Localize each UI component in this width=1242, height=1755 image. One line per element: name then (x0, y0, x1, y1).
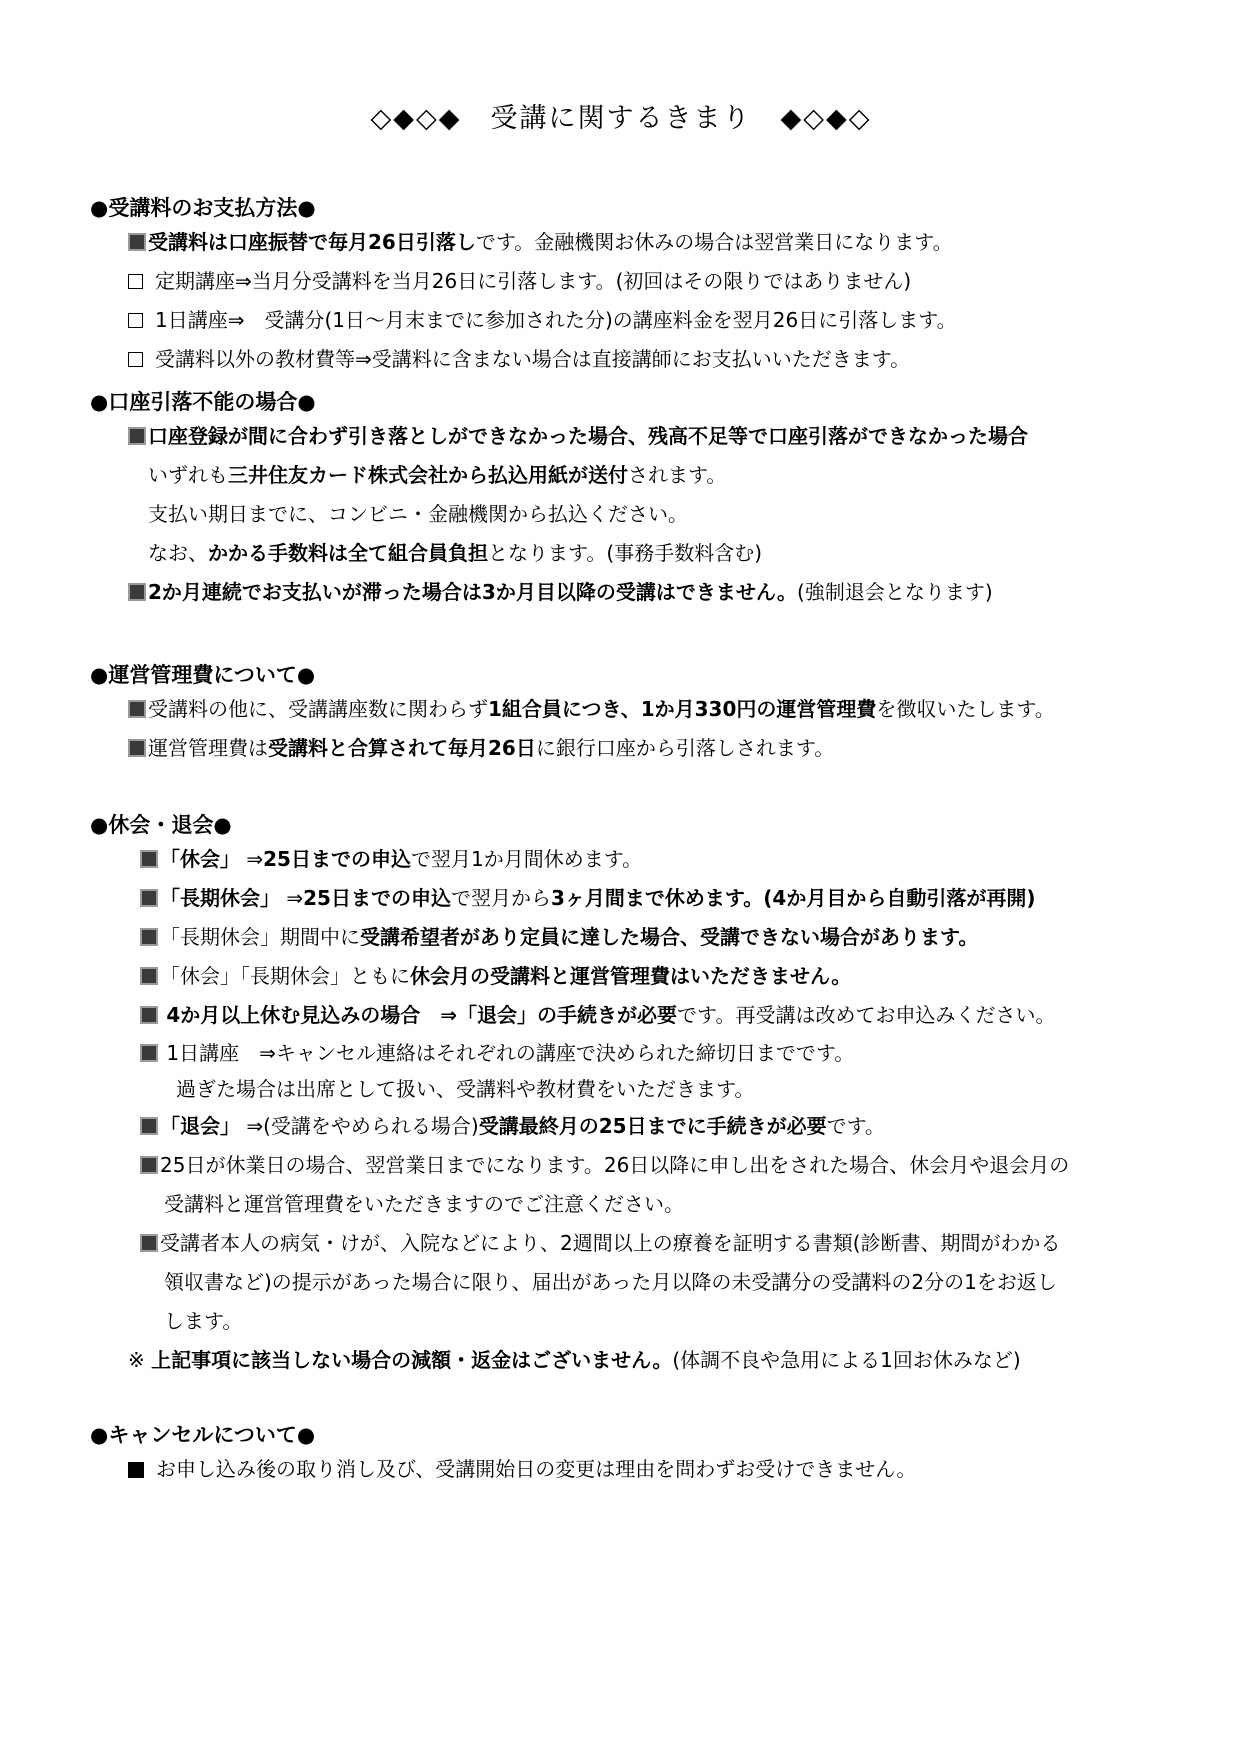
rule-item: 「休会」 ⇒25日までの申込で翌月1か月間休めます。 (90, 840, 1170, 879)
rule-item: 「休会」「長期休会」ともに休会月の受講料と運営管理費はいただきません。 (90, 957, 1170, 996)
square-bullet-icon (140, 1156, 158, 1174)
rule-item: 定期講座⇒当月分受講料を当月26日に引落します。(初回はその限りではありません) (90, 262, 1170, 301)
rule-item: 1日講座 ⇒キャンセル連絡はそれぞれの講座で決められた締切日までです。 (90, 1035, 1170, 1071)
rule-item: なお、かかる手数料は全て組合員負担となります。(事務手数料含む) (148, 541, 763, 565)
square-bullet-icon (128, 233, 146, 251)
square-bullet-icon (140, 850, 158, 868)
square-bullet-icon (140, 1044, 158, 1062)
square-bullet-icon (128, 427, 146, 445)
page-title: ◇◆◇◆ 受講に関するきまり ◆◇◆◇ (370, 103, 872, 134)
section-heading: ●休会・退会● (90, 813, 232, 837)
rule-item: 口座登録が間に合わず引き落としができなかった場合、残高不足等で口座引落ができなかった場合 (90, 417, 1170, 456)
square-bullet-icon (128, 739, 146, 757)
section-heading: ●キャンセルについて● (90, 1423, 316, 1447)
rule-item: 4か月以上休む見込みの場合 ⇒「退会」の手続きが必要です。再受講は改めてお申込みください。 (90, 996, 1170, 1035)
square-bullet-icon (140, 1006, 158, 1024)
square-bullet-icon (128, 583, 146, 601)
rule-item: 1日講座⇒ 受講分(1日～月末までに参加された分)の講座料金を翌月26日に引落します。 (90, 301, 1170, 340)
section-heading: ●運営管理費について● (90, 663, 316, 687)
rule-item: 受講料と運営管理費をいただきますのでご注意ください。 (164, 1192, 684, 1216)
section-suspension-withdrawal (90, 810, 1170, 1380)
square-bullet-icon (128, 1462, 144, 1478)
note-mark-icon: ※ (128, 1348, 145, 1372)
rule-note: ※ 上記事項に該当しない場合の減額・返金はございません。(体調不良や急用による1回お休みなど) (128, 1348, 1021, 1372)
square-bullet-icon (140, 928, 158, 946)
rule-item: します。 (164, 1309, 243, 1333)
rule-item: 運営管理費は受講料と合算されて毎月26日に銀行口座から引落しされます。 (90, 729, 1170, 768)
checkbox-outline-icon (128, 274, 143, 289)
rule-item: 領収書など)の提示があった場合に限り、届出があった月以降の未受講分の受講料の2分の1をお返し (164, 1270, 1057, 1294)
square-bullet-icon (140, 1117, 158, 1135)
rule-item: 受講料は口座振替で毎月26日引落しです。金融機関お休みの場合は翌営業日になります。 (90, 223, 1170, 262)
square-bullet-icon (128, 700, 146, 718)
rule-item: 「退会」 ⇒(受講をやめられる場合)受講最終月の25日までに手続きが必要です。 (90, 1107, 1170, 1146)
section-heading: ●受講料のお支払方法● (90, 196, 316, 220)
rule-item: 2か月連続でお支払いが滞った場合は3か月目以降の受講はできません。(強制退会となります) (90, 573, 1170, 612)
rule-item: 受講料以外の教材費等⇒受講料に含まない場合は直接講師にお支払いいただきます。 (90, 340, 1170, 379)
square-bullet-icon (140, 967, 158, 985)
square-bullet-icon (140, 889, 158, 907)
rule-item: 過ぎた場合は出席として扱い、受講料や教材費をいただきます。 (176, 1077, 755, 1101)
rule-item: 「長期休会」 ⇒25日までの申込で翌月から3ヶ月間まで休めます。(4か月目から自動引落が再開) (90, 879, 1170, 918)
section-cancellation (90, 1420, 1170, 1489)
checkbox-outline-icon (128, 313, 143, 328)
section-admin-fee (90, 660, 1170, 768)
section-heading: ●口座引落不能の場合● (90, 390, 316, 414)
square-bullet-icon (140, 1234, 158, 1252)
rule-item: 受講料の他に、受講講座数に関わらず1組合員につき、1か月330円の運営管理費を徴収いたします。 (90, 690, 1170, 729)
rule-item: 受講者本人の病気・けが、入院などにより、2週間以上の療養を証明する書類(診断書、期間がわかる (90, 1224, 1170, 1263)
section-debit-failure (90, 387, 1170, 612)
rule-item: いずれも三井住友カード株式会社から払込用紙が送付されます。 (148, 463, 727, 487)
checkbox-outline-icon (128, 352, 143, 367)
rule-item: 支払い期日までに、コンビニ・金融機関から払込ください。 (148, 502, 688, 526)
rule-item: 「長期休会」期間中に受講希望者があり定員に達した場合、受講できない場合があります。 (90, 918, 1170, 957)
rule-item: 25日が休業日の場合、翌営業日までになります。26日以降に申し出をされた場合、休会月や退会月の (90, 1146, 1170, 1185)
section-payment-method (90, 193, 1170, 379)
rule-item: お申し込み後の取り消し及び、受講開始日の変更は理由を問わずお受けできません。 (90, 1450, 1170, 1489)
